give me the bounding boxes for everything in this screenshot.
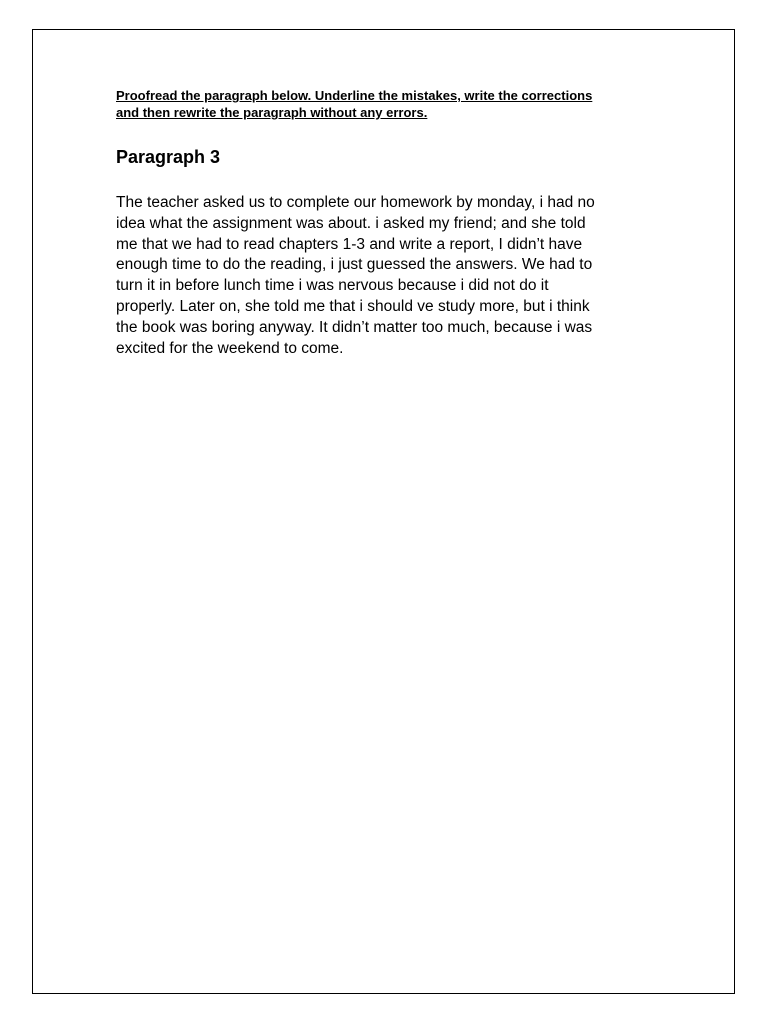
paragraph-body: The teacher asked us to complete our homework by monday, i had no idea what the assignment was about. i asked my friend; and she told me that we had to read chapters 1-3 and write a report, I didn’t have enough time to do the reading, i just guessed the answers. We had to turn it in before lunch time i was nervous because i did not do it properly. Later on, she told me that i should ve study more, but i think the book was boring anyway. It didn’t matter too much, because i was excited for the weekend to come.	[116, 194, 595, 357]
instructions-text: Proofread the paragraph below. Underline the mistakes, write the corrections and then rewrite the paragraph without any errors.	[116, 88, 593, 120]
page-border	[32, 29, 735, 994]
paragraph-heading: Paragraph 3	[116, 147, 221, 167]
